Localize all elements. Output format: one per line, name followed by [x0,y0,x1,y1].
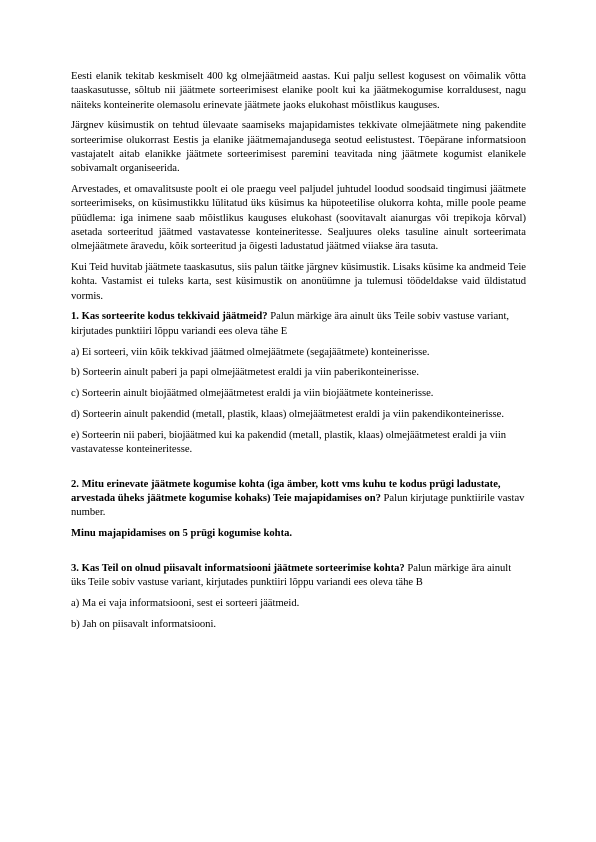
question-2-title: 2. Mitu erinevate jäätmete kogumise kohta (iga ämber, kott vms kuhu te kodus prügi ladustate, arvestada üheks jäätmete kogumise kohaks) Teie majapidamises on? [71,478,501,505]
question-1-title: 1. Kas sorteerite kodus tekkivaid jäätmeid? [71,311,268,323]
intro-paragraph-3: Arvestades, et omavalitsuste poolt ei ole praegu veel paljudel juhtudel loodud soodsaid tingimusi jäätmete sorteerimiseks, on küsimustikku lülitatud üks küsimus ka hüpoteetilise olukorra kohta, mille poole peame püüdlema: iga inimene saab mõistlikus kauguses elukohast (soovitavalt aianurgas või trepikoja kõrval) asetada sorteeritud jäätmed vastavatesse konteineritesse. Sealjuures oleks tasuline ainult sorteerimata olmejäätmete äravedu, kõik sorteeritud ja õigesti ladustatud jäätmed viiakse ära tasuta. [71,184,526,253]
question-1-option-a: a) Ei sorteeri, viin kõik tekkivad jäätmed olmejäätmete (segajäätmete) konteinerisse. [71,346,430,358]
intro-paragraph-4: Kui Teid huvitab jäätmete taaskasutus, siis palun täitke järgnev küsimustik. Lisaks küsime ka andmeid Teie kohta. Vastamist ei tuleks karta, sest küsimustik on anonüümne ja tulemusi töödeldakse vaid üldistatud vormis. [71,262,526,302]
question-3-title: 3. Kas Teil on olnud piisavalt informatsiooni jäätmete sorteerimise kohta? [71,563,405,575]
question-2-answer-text: Minu majapidamises on 5 prügi kogumise kohta. [71,528,293,540]
intro-paragraph-1: Eesti elanik tekitab keskmiselt 400 kg olmejäätmeid aastas. Kui palju sellest kogusest on võimalik võtta taaskasutusse, sõltub nii jäätmete sorteerimisest elanike poolt kui ka jäätmekogumise korraldusest, nagu näiteks konteinerite olemasolu erinevate jäätmete jaoks elukohast mõistlikus kauguses. [71,71,526,111]
question-3 [71,562,526,591]
question-1-instruction: Palun märkige ära ainult üks Teile sobiv vastuse variant, kirjutades punktiiri lõppu variandi ees oleva tähe E [71,311,510,337]
spacer [71,548,526,562]
question-1-option-d: d) Sorteerin ainult pakendid (metall, plastik, klaas) olmejäätmetest eraldi ja viin pakendikonteinerisse. [71,408,505,420]
question-3-option-a: a) Ma ei vaja informatsiooni, sest ei sorteeri jäätmeid. [71,598,300,610]
question-3-option-b: b) Jah on piisavalt informatsiooni. [71,618,217,630]
question-1-option-e: e) Sorteerin nii paberi, biojäätmed kui ka pakendid (metall, plastik, klaas) olmejäätmetest eraldi ja viin vastavatesse konteineritesse. [71,429,507,456]
question-1-option-c: c) Sorteerin ainult biojäätmed olmejäätmetest eraldi ja viin biojäätmete konteinerisse. [71,388,434,400]
intro-paragraph-2: Järgnev küsimustik on tehtud ülevaate saamiseks majapidamistes tekkivate olmejäätmete ning pakendite sorteerimise olukorrast Eestis ja elanike jäätmemajandusega seotud eelistustest. Tõepärane informatsioon vastajatelt aitab elanikke jäätmete sorteerimisest paremini teavitada ning jäätmete kogumist elanikele sobivamalt organiseerida. [71,120,526,175]
question-1 [71,310,526,339]
spacer [71,464,526,478]
question-2-answer [71,527,526,541]
question-1-option-b: b) Sorteerin ainult paberi ja papi olmejäätmetest eraldi ja viin paberikonteinerisse. [71,367,420,379]
question-3-instruction: Palun märkige ära ainult üks Teile sobiv vastuse variant, kirjutades punktiiri lõppu variandi ees oleva tähe B [71,563,512,589]
question-2-instruction: Palun kirjutage punktiirile vastav number. [71,493,525,519]
question-2 [71,478,526,521]
